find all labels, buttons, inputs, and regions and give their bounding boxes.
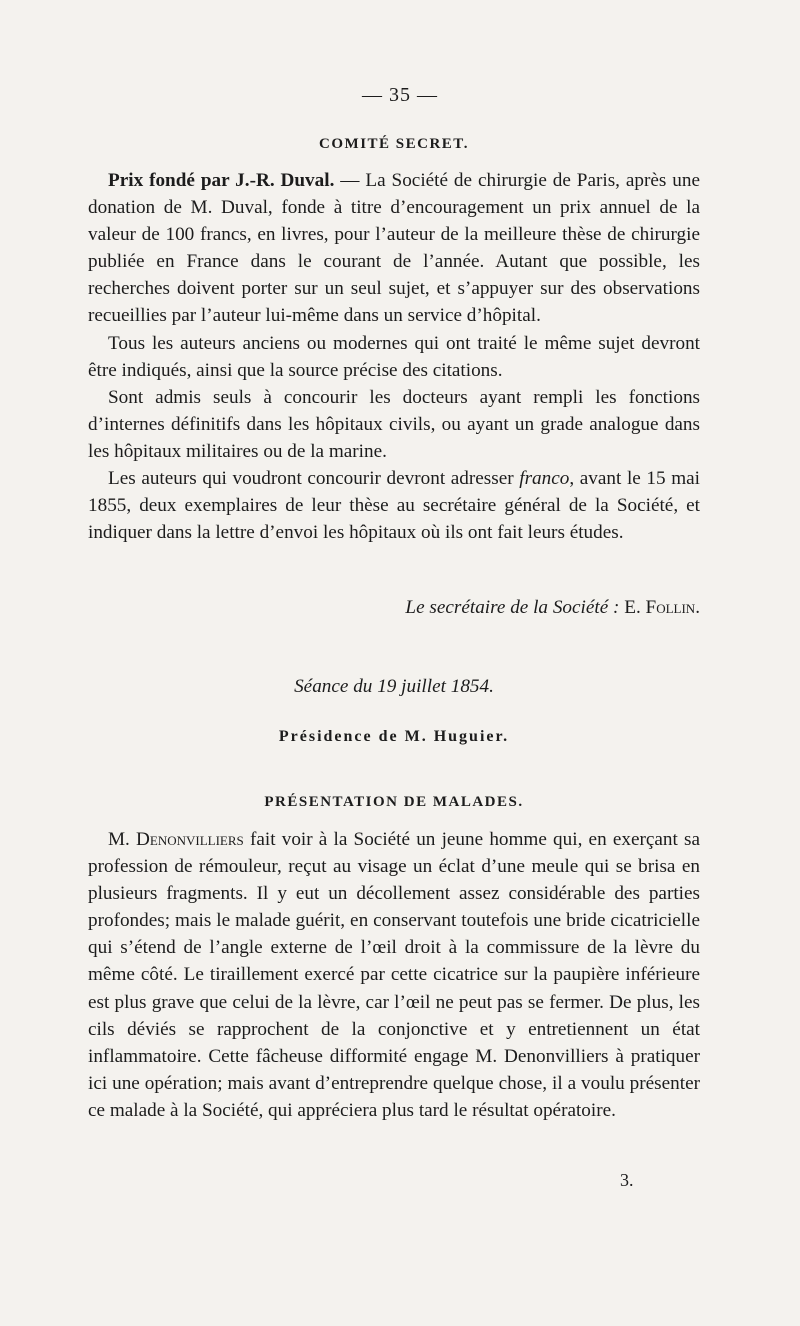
paragraph-denonvilliers: [88, 826, 700, 1124]
presidence-line: Présidence de M. Huguier.: [278, 728, 510, 745]
paragraph-eligibility: Sont admis seuls à concourir les docteurs ayant rempli les fonctions d’internes définitifs dans les hôpitaux civils, ou ayant un grade analogue dans les hôpitaux militaires ou de la marine.: [88, 386, 700, 462]
paragraph-submission: [88, 465, 700, 546]
seance-date: Séance du 19 juillet 1854.: [294, 676, 494, 697]
section-comite-secret-body: [88, 167, 700, 546]
prize-text: — La Société de chirurgie de Paris, après une donation de M. Duval, fonde à titre d’encouragement un prix annuel de la valeur de 100 francs, en livres, pour l’auteur de la meilleure thèse de chirurgie publiée en France dans le courant de l’année. Autant que possible, les recherches doivent porter sur un seul sujet, et s’appuyer sur des observations recueillies par l’auteur lui-même dans un service d’hôpital.: [88, 170, 700, 327]
section-presentation-body: [88, 826, 700, 1124]
submission-text-2: , avant le 15 mai 1855, deux exemplaires de leur thèse au secrétaire général de la Société, et indiquer dans la lettre d’envoi les hôpitaux où ils ont fait leurs études.: [88, 468, 700, 544]
paragraph-prize: [88, 167, 700, 330]
section-heading-presentation: PRÉSENTATION DE MALADES.: [264, 794, 524, 810]
signature-label: Le secrétaire de la Société :: [405, 597, 620, 618]
paragraph-authors: Tous les auteurs anciens ou modernes qui ont traité le même sujet devront être indiqués, ainsi que la source précise des citations.: [88, 332, 700, 381]
submission-text-1: Les auteurs qui voudront concourir devront adresser: [108, 468, 520, 490]
submission-franco: franco: [519, 468, 570, 490]
prize-lead: Prix fondé par J.-R. Duval.: [108, 170, 335, 191]
secretary-signature: [88, 594, 756, 621]
denonvilliers-text: fait voir à la Société un jeune homme qui, en exerçant sa profession de rémouleur, reçut au visage un éclat d’une meule qui se brisa en plusieurs fragments. Il y eut un décollement assez considérable des parties profondes; mais le malade guérit, en conservant toutefois une bride cicatricielle qui s’étend de l’angle externe de l’œil droit à la commissure de la lèvre du même côté. Le tiraillement exercé par cette cicatrice sur la paupière inférieure est plus grave que celui de la lèvre, car l’œil ne peut pas se fermer. De plus, les cils déviés se rapprochent de la conjonctive et y entretiennent un état inflammatoire. Cette fâcheuse difformité engage M. Denonvilliers à pratiquer ici une opération; mais avant d’entreprendre quelque chose, il a voulu présenter ce malade à la Société, qui appréciera plus tard le résultat opératoire.: [88, 829, 700, 1121]
signature-name: E. Follin.: [624, 597, 700, 618]
signature-mark: 3.: [620, 1170, 634, 1190]
denonvilliers-name: M. Denonvilliers: [108, 829, 244, 850]
page-number: — 35 —: [362, 84, 438, 106]
section-heading-comite-secret: COMITÉ SECRET.: [319, 136, 469, 152]
